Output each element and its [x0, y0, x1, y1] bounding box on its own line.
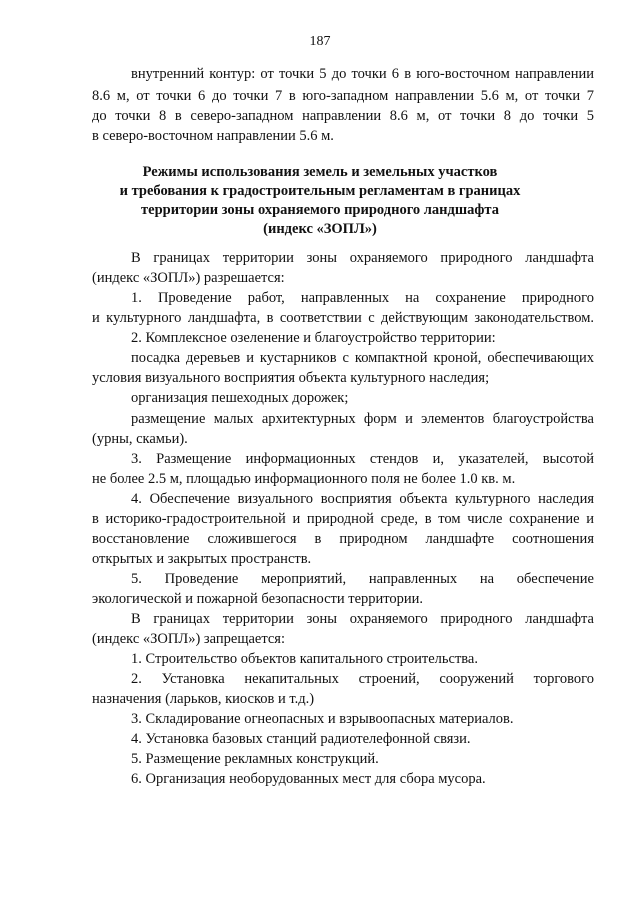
section-heading-line: (индекс «ЗОПЛ») — [263, 221, 377, 237]
body-line: 1. Строительство объектов капитального строительства. — [131, 651, 478, 667]
body-line: В границах территории зоны охраняемого природного ландшафта — [131, 611, 594, 627]
body-line: 2. Комплексное озеленение и благоустройство территории: — [131, 330, 496, 346]
body-line: 5. Проведение мероприятий, направленных на обеспечение — [131, 571, 594, 587]
body-line: условия визуального восприятия объекта культурного наследия; — [92, 370, 490, 386]
body-line: 2. Установка некапитальных строений, сооружений торгового — [131, 671, 594, 687]
body-line: 3. Складирование огнеопасных и взрывоопасных материалов. — [131, 711, 514, 727]
body-line: восстановление сложившегося в природном ландшафте соотношения — [92, 531, 594, 547]
body-line: и культурного ландшафта, в соответствии с действующим законодательством. — [92, 310, 594, 326]
body-line: не более 2.5 м, площадью информационного поля не более 1.0 кв. м. — [92, 471, 516, 487]
body-line: (индекс «ЗОПЛ») запрещается: — [92, 631, 286, 647]
body-line: 6. Организация необорудованных мест для сбора мусора. — [131, 771, 486, 787]
body-line: (индекс «ЗОПЛ») разрешается: — [92, 270, 285, 286]
section-heading-line: территории зоны охраняемого природного ландшафта — [141, 202, 499, 218]
page-number: 187 — [309, 34, 331, 49]
intro-line: 8.6 м, от точки 6 до точки 7 в юго-западном направлении 5.6 м, от точки 7 — [92, 88, 594, 104]
body-line: назначения (ларьков, киосков и т.д.) — [92, 691, 315, 707]
body-line: 1. Проведение работ, направленных на сохранение природного — [131, 290, 594, 306]
section-heading-line: Режимы использования земель и земельных участков — [142, 164, 498, 180]
body-line: размещение малых архитектурных форм и элементов благоустройства — [131, 411, 594, 427]
body-line: экологической и пожарной безопасности территории. — [92, 591, 424, 607]
body-line: 4. Обеспечение визуального восприятия объекта культурного наследия — [131, 491, 594, 507]
intro-line: до точки 8 в северо-западном направлении 8.6 м, от точки 8 до точки 5 — [92, 108, 594, 124]
body-line: 4. Установка базовых станций радиотелефонной связи. — [131, 731, 471, 747]
body-line: 3. Размещение информационных стендов и, указателей, высотой — [131, 451, 594, 467]
body-line: организация пешеходных дорожек; — [131, 390, 349, 406]
body-line: открытых и закрытых пространств. — [92, 551, 312, 567]
body-line: (урны, скамьи). — [92, 431, 188, 447]
intro-line: внутренний контур: от точки 5 до точки 6 в юго-восточном направлении — [131, 66, 594, 82]
body-line: В границах территории зоны охраняемого природного ландшафта — [131, 250, 594, 266]
body-line: в историко-градостроительной и природной среде, в том числе сохранение и — [92, 511, 594, 527]
section-heading-line: и требования к градостроительным регламентам в границах — [119, 183, 521, 199]
intro-line: в северо-восточном направлении 5.6 м. — [92, 128, 334, 144]
body-line: посадка деревьев и кустарников с компактной кроной, обеспечивающих — [131, 350, 594, 366]
body-line: 5. Размещение рекламных конструкций. — [131, 751, 379, 767]
